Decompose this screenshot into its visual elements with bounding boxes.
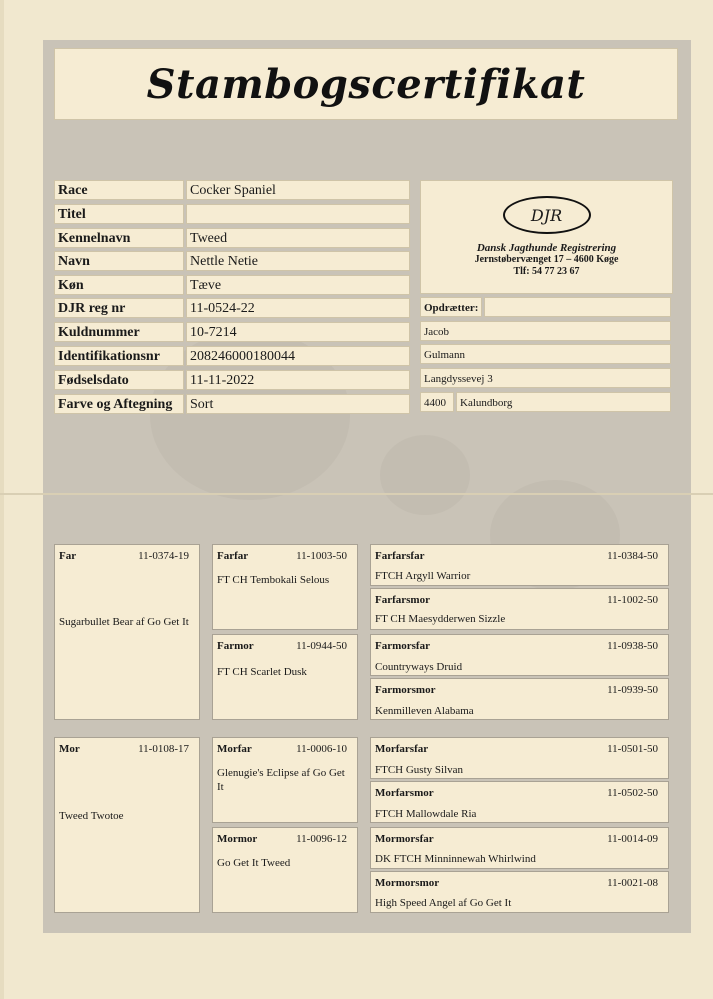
pedigree-farmorsfar	[370, 634, 669, 676]
pedigree-name: Countryways Druid	[375, 661, 463, 673]
pedigree-mormorsmor	[370, 871, 669, 913]
pedigree-far	[54, 544, 200, 720]
title-banner	[54, 48, 678, 120]
detail-value: Cocker Spaniel	[186, 180, 410, 200]
registry-address: Jernstøbervænget 17 – 4600 Køge	[474, 254, 619, 265]
pedigree-role: Far	[59, 550, 77, 562]
pedigree-role: Morfar	[217, 743, 252, 755]
detail-label: Fødselsdato	[54, 370, 184, 390]
pedigree-role: Mormor	[217, 833, 258, 845]
pedigree-farfarsfar	[370, 544, 669, 586]
pedigree-reg: 11-0944-50	[296, 640, 347, 652]
pedigree-role: Mor	[59, 743, 80, 755]
pedigree-name: FTCH Mallowdale Ria	[375, 808, 477, 820]
paper-fold	[0, 493, 713, 495]
detail-label: DJR reg nr	[54, 298, 184, 318]
pedigree-morfarsfar	[370, 737, 669, 779]
logo-text: DJR	[530, 205, 563, 225]
registry-logo-box	[420, 180, 673, 294]
detail-value: Nettle Netie	[186, 251, 410, 271]
detail-value: Tweed	[186, 228, 410, 248]
detail-value	[186, 204, 410, 224]
pedigree-name: FT CH Tembokali Selous	[217, 574, 330, 586]
pedigree-role: Farmorsfar	[375, 640, 430, 652]
djr-logo	[503, 196, 591, 234]
pedigree-farmor	[212, 634, 358, 720]
pedigree-reg: 11-0021-08	[607, 877, 658, 889]
pedigree-reg: 11-0502-50	[607, 787, 658, 799]
pedigree-role: Morfarsmor	[375, 787, 434, 799]
pedigree-morfar	[212, 737, 358, 823]
pedigree-role: Farfarsfar	[375, 550, 425, 562]
pedigree-reg: 11-0096-12	[296, 833, 347, 845]
pedigree-reg: 11-0938-50	[607, 640, 658, 652]
breeder-street: Langdyssevej 3	[420, 368, 671, 388]
pedigree-name: FT CH Maesydderwen Sizzle	[375, 613, 506, 625]
pedigree-name: Sugarbullet Bear af Go Get It	[59, 616, 189, 628]
detail-label: Kennelnavn	[54, 228, 184, 248]
breeder-postcode: 4400	[420, 392, 454, 412]
pedigree-reg: 11-1003-50	[296, 550, 347, 562]
document-title: Stambogscertifikat	[146, 60, 586, 108]
pedigree-reg: 11-0384-50	[607, 550, 658, 562]
pedigree-reg: 11-0108-17	[138, 743, 189, 755]
pedigree-name: High Speed Angel af Go Get It	[375, 897, 512, 909]
pedigree-role: Farfarsmor	[375, 594, 430, 606]
detail-label: Titel	[54, 204, 184, 224]
pedigree-name: FTCH Gusty Silvan	[375, 764, 464, 776]
pedigree-name: DK FTCH Minninnewah Whirlwind	[375, 853, 536, 865]
detail-value: 10-7214	[186, 322, 410, 342]
breeder-label-filler	[484, 297, 671, 317]
pedigree-name: FT CH Scarlet Dusk	[217, 666, 307, 678]
pedigree-farfar	[212, 544, 358, 630]
pedigree-role: Farmorsmor	[375, 684, 436, 696]
pedigree-role: Mormorsmor	[375, 877, 440, 889]
detail-label: Identifikationsnr	[54, 346, 184, 366]
pedigree-mormorsfar	[370, 827, 669, 869]
pedigree-reg: 11-0374-19	[138, 550, 189, 562]
breeder-last-name: Gulmann	[420, 344, 671, 364]
breeder-label: Opdrætter:	[420, 297, 482, 317]
watermark-dog	[380, 435, 470, 515]
detail-label: Race	[54, 180, 184, 200]
pedigree-reg: 11-1002-50	[607, 594, 658, 606]
pedigree-role: Farmor	[217, 640, 254, 652]
detail-value: Tæve	[186, 275, 410, 295]
detail-value: 11-0524-22	[186, 298, 410, 318]
pedigree-role: Farfar	[217, 550, 249, 562]
detail-label: Navn	[54, 251, 184, 271]
detail-value: 208246000180044	[186, 346, 410, 366]
pedigree-role: Morfarsfar	[375, 743, 429, 755]
pedigree-reg: 11-0501-50	[607, 743, 658, 755]
detail-label: Kuldnummer	[54, 322, 184, 342]
pedigree-reg: 11-0014-09	[607, 833, 658, 845]
pedigree-farmorsmor	[370, 678, 669, 720]
detail-value: Sort	[186, 394, 410, 414]
pedigree-name: Tweed Twotoe	[59, 810, 124, 822]
pedigree-reg: 11-0939-50	[607, 684, 658, 696]
breeder-city: Kalundborg	[456, 392, 671, 412]
detail-label: Farve og Aftegning	[54, 394, 184, 414]
pedigree-mormor	[212, 827, 358, 913]
registry-phone: Tlf: 54 77 23 67	[513, 266, 580, 277]
pedigree-name: Go Get It Tweed	[217, 857, 291, 869]
pedigree-reg: 11-0006-10	[296, 743, 347, 755]
pedigree-farfarsmor	[370, 588, 669, 630]
registry-name: Dansk Jagthunde Registrering	[476, 242, 617, 254]
pedigree-name: FTCH Argyll Warrior	[375, 570, 471, 582]
pedigree-name: Kenmilleven Alabama	[375, 705, 474, 717]
detail-label: Køn	[54, 275, 184, 295]
breeder-first-name: Jacob	[420, 321, 671, 341]
pedigree-morfarsmor	[370, 781, 669, 823]
pedigree-mor	[54, 737, 200, 913]
pedigree-name: Glenugie's Eclipse af Go Get It	[217, 767, 345, 793]
detail-value: 11-11-2022	[186, 370, 410, 390]
pedigree-role: Mormorsfar	[375, 833, 434, 845]
